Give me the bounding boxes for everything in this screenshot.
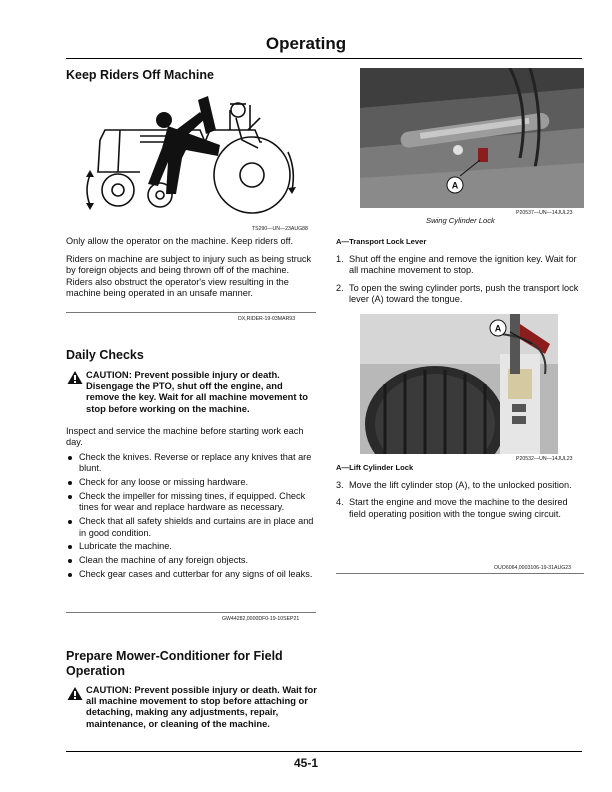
- header-rule: [66, 58, 582, 59]
- riders-para-1: Only allow the operator on the machine. Keep riders off.: [66, 236, 294, 246]
- list-item: Check gear cases and cutterbar for any signs of oil leaks.: [66, 569, 318, 580]
- illustration-code: TS290—UN—23AUG88: [252, 226, 308, 232]
- steps-3-4: [336, 480, 584, 526]
- swing-cylinder-image: [360, 68, 584, 208]
- step-item: 4. Start the engine and move the machine to the desired field operating position with the tongue swing circuit.: [336, 497, 568, 519]
- section-heading-prepare: Prepare Mower-Conditioner for Field Operation: [66, 649, 283, 678]
- label-transport-lock: A—Transport Lock Lever: [336, 237, 427, 246]
- caution-daily: CAUTION: Prevent possible injury or death. Disengage the PTO, shut off the engine, and remove the key. Wait for all machine movement to stop before working on the machine.: [86, 369, 308, 414]
- lift-cylinder-image: [360, 314, 558, 454]
- list-item: Check the knives. Reverse or replace any knives that are blunt.: [66, 452, 318, 475]
- list-item: Check for any loose or missing hardware.: [66, 477, 318, 488]
- section-divider: [66, 612, 316, 613]
- riders-ref: DX,RIDER-19-03MAR93: [238, 316, 296, 322]
- daily-intro: Inspect and service the machine before starting work each day.: [66, 426, 304, 448]
- label-lift-cylinder: A—Lift Cylinder Lock: [336, 463, 414, 472]
- photo1-caption: Swing Cylinder Lock: [426, 216, 495, 225]
- callout-a-1: A: [451, 180, 459, 191]
- page-title: Operating: [265, 34, 347, 53]
- section-heading-riders: Keep Riders Off Machine: [66, 68, 214, 82]
- tractor-rider-illustration: [80, 90, 302, 220]
- step-item: 1. Shut off the engine and remove the ignition key. Wait for all machine movement to stop.: [336, 254, 577, 276]
- list-item: Clean the machine of any foreign objects.: [66, 555, 318, 566]
- photo1-code: P20537—UN—14JUL23: [516, 210, 573, 216]
- caution-prepare: CAUTION: Prevent possible injury or death. Wait for all machine movement to stop before attaching or detaching, making any adjustments, repair, maintenance, or cleaning of the machine.: [86, 684, 317, 729]
- section-divider: [336, 573, 584, 574]
- warning-icon: [67, 686, 83, 701]
- swing-cylinder-photo: [360, 68, 584, 208]
- warning-icon: [67, 370, 83, 385]
- section-divider: [66, 312, 316, 313]
- step-item: 3. Move the lift cylinder stop (A), to the unlocked position.: [336, 480, 572, 490]
- section-heading-daily: Daily Checks: [66, 348, 144, 362]
- daily-checklist: [66, 452, 318, 583]
- footer-rule: [66, 751, 582, 752]
- step-item: 2. To open the swing cylinder ports, push the transport lock lever (A) toward the tongue.: [336, 282, 579, 305]
- list-item: Lubricate the machine.: [66, 541, 318, 552]
- lift-cylinder-photo: [360, 314, 558, 454]
- callout-a-2: A: [494, 323, 502, 334]
- riders-para-2: Riders on machine are subject to injury such as being struck by foreign objects and being thrown off of the machine. Riders also obstruct the operator's view resulting in the machine being operated in an unsafe manner.: [66, 254, 312, 299]
- right-ref: OUO6064,0003106-19-31AUG23: [494, 565, 571, 571]
- daily-ref: GW44282,0000DF0-19-10SEP21: [222, 616, 300, 622]
- photo2-code: P20532—UN—14JUL23: [516, 456, 573, 462]
- page-number: 45-1: [293, 756, 319, 770]
- list-item: Check the impeller for missing tines, if equipped. Check tines for wear and replace hardware as necessary.: [66, 491, 318, 514]
- steps-1-2: [336, 254, 584, 312]
- list-item: Check that all safety shields and curtains are in place and in good condition.: [66, 516, 318, 539]
